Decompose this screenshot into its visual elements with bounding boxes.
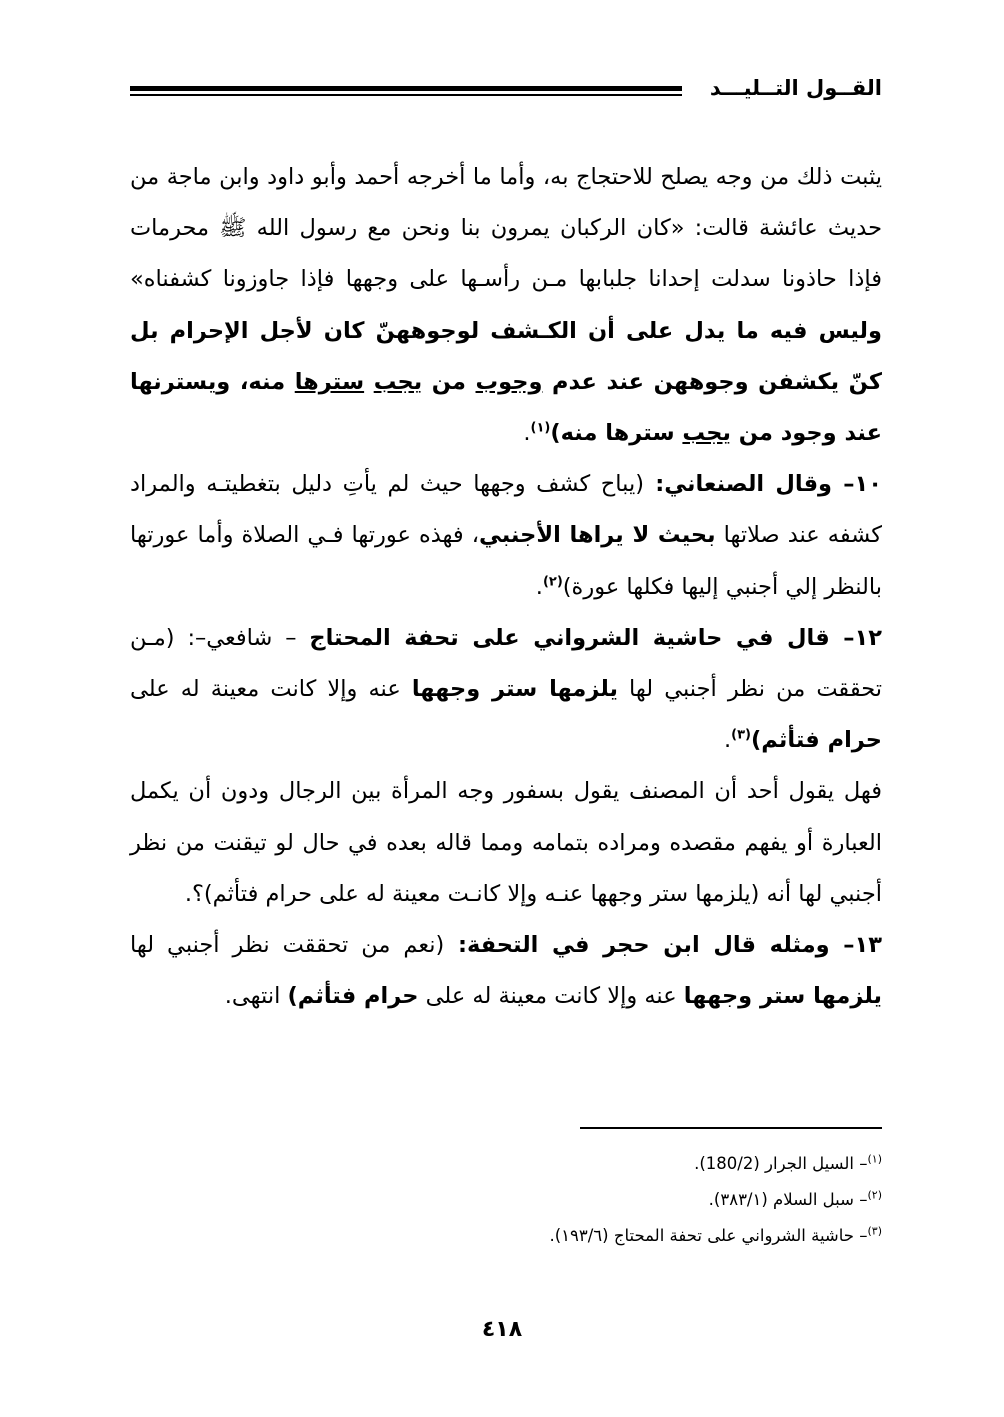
p1-underlined-yajib-2: يجب <box>682 420 731 447</box>
p3-lead: ١٢– قال في حاشية الشرواني على تحفة المحتاج <box>309 624 882 651</box>
footnote-mark-3: (٣) <box>867 1224 882 1238</box>
p1-space <box>364 369 374 395</box>
p2-end: . <box>535 573 543 600</box>
p5-text-3: انتهى. <box>224 983 288 1010</box>
p1-bold-1: وليس فيه ما يدل على أن الكـشف لوجوههنّ كان لأجل الإحرام بل كنّ يكشفن وجوههن عند عدم <box>130 317 882 395</box>
header-title: القــول التــليـــد <box>709 76 882 100</box>
footnote-ref-2: (٢) <box>542 574 563 590</box>
footnotes <box>400 1146 882 1254</box>
footnote-text-1: – السيل الجرار (180/2). <box>694 1154 868 1173</box>
footnote-1 <box>400 1146 882 1182</box>
p3-end: . <box>724 727 732 754</box>
p3-bold-2: حرام فتأثم) <box>751 727 882 754</box>
footnote-text-2: – سبل السلام (٣٨٣/١). <box>708 1190 868 1209</box>
p3-bold-1: يلزمها ستر وجهها <box>411 676 618 703</box>
paragraph-1 <box>130 152 882 459</box>
header-rule-thin <box>130 94 682 96</box>
p5-text-1: (نعم من تحققت نظر أجنبي لها <box>130 932 445 959</box>
p1-bold-4: سترها منه) <box>550 420 683 447</box>
p1-bold <box>130 318 882 446</box>
header-rule-thick <box>130 86 682 91</box>
body-text <box>130 152 882 1022</box>
footnote-text-3: – حاشية الشرواني على تحفة المحتاج (١٩٣/٦). <box>549 1226 868 1245</box>
p3-text-1: – شافعي–: (مـن تحققت من نظر أجنبي لها <box>130 624 882 703</box>
p5-bold-2: حرام فتأثم) <box>287 983 419 1010</box>
p1-underlined-sitruha: سترها <box>294 368 365 395</box>
p1-underlined-wujub: وجوب <box>475 368 543 395</box>
p5-lead: ١٣– ومثله قال ابن حجر في التحفة: <box>444 932 882 959</box>
p3-text-2: عنه وإلا كانت معينة له على <box>130 676 412 703</box>
footnote-separator <box>580 1127 882 1129</box>
footnote-ref-3: (٣) <box>731 727 751 743</box>
paragraph-3 <box>130 613 882 767</box>
paragraph-4 <box>130 766 882 920</box>
p2-text-1: (يباح كشف وجهها حيث لم يأتِ دليل بتغطيتـه والمراد كشفه عند صلاتها <box>130 471 882 549</box>
running-header <box>130 70 882 110</box>
paragraph-5 <box>130 920 882 1022</box>
p1-bold-3: منه، ويسترنها عند وجود من <box>130 368 882 447</box>
p1-underlined-yajib: يجب <box>373 368 423 395</box>
p4-text: فهل يقول أحد أن المصنف يقول بسفور وجه المرأة بين الرجال ودون أن يكمل العبارة أو يفهم مقصده ومراده بتمامه ومما قاله بعده في حال لو تيقنت من نظر أجنبي لها أنه (يلزمها ستر وجهها عنـه وإلا كانـت معينة له على حرام فتأثم)؟. <box>130 778 882 907</box>
p1-text: يثبت ذلك من وجه يصلح للاحتجاج به، وأما ما أخرجه أحمد وأبو داود وابن ماجة من حديث عائشة قالت: «كان الركبان يمرون بنا ونحن مع رسول الله ﷺ محرمات فإذا حاذونا سدلت إحدانا جلبابها مـن رأسـها على وجهها فإذا جاوزونا كشفناه» <box>130 164 882 293</box>
footnote-mark-1: (١) <box>867 1152 882 1166</box>
p2-text-2: ، فهذه عورتها فـي الصلاة وأما عورتها بالنظر إلي أجنبي إليها فكلها عورة) <box>130 522 882 600</box>
p2-lead: ١٠– وقال الصنعاني: <box>644 471 882 498</box>
p1-end: . <box>523 420 531 447</box>
footnote-mark-2: (٢) <box>867 1188 882 1202</box>
footnote-2 <box>400 1182 882 1218</box>
footnote-ref-1: (١) <box>530 420 551 436</box>
p2-bold: بحيث لا يراها الأجنبي <box>478 522 716 549</box>
page-number: ٤١٨ <box>481 1317 523 1342</box>
footnote-3 <box>400 1218 882 1254</box>
p5-bold-1: يلزمها ستر وجهها <box>683 983 882 1010</box>
paragraph-2 <box>130 459 882 613</box>
p5-text-2: عنه وإلا كانت معينة له على <box>418 983 684 1010</box>
p1-bold-2: من <box>422 368 476 395</box>
